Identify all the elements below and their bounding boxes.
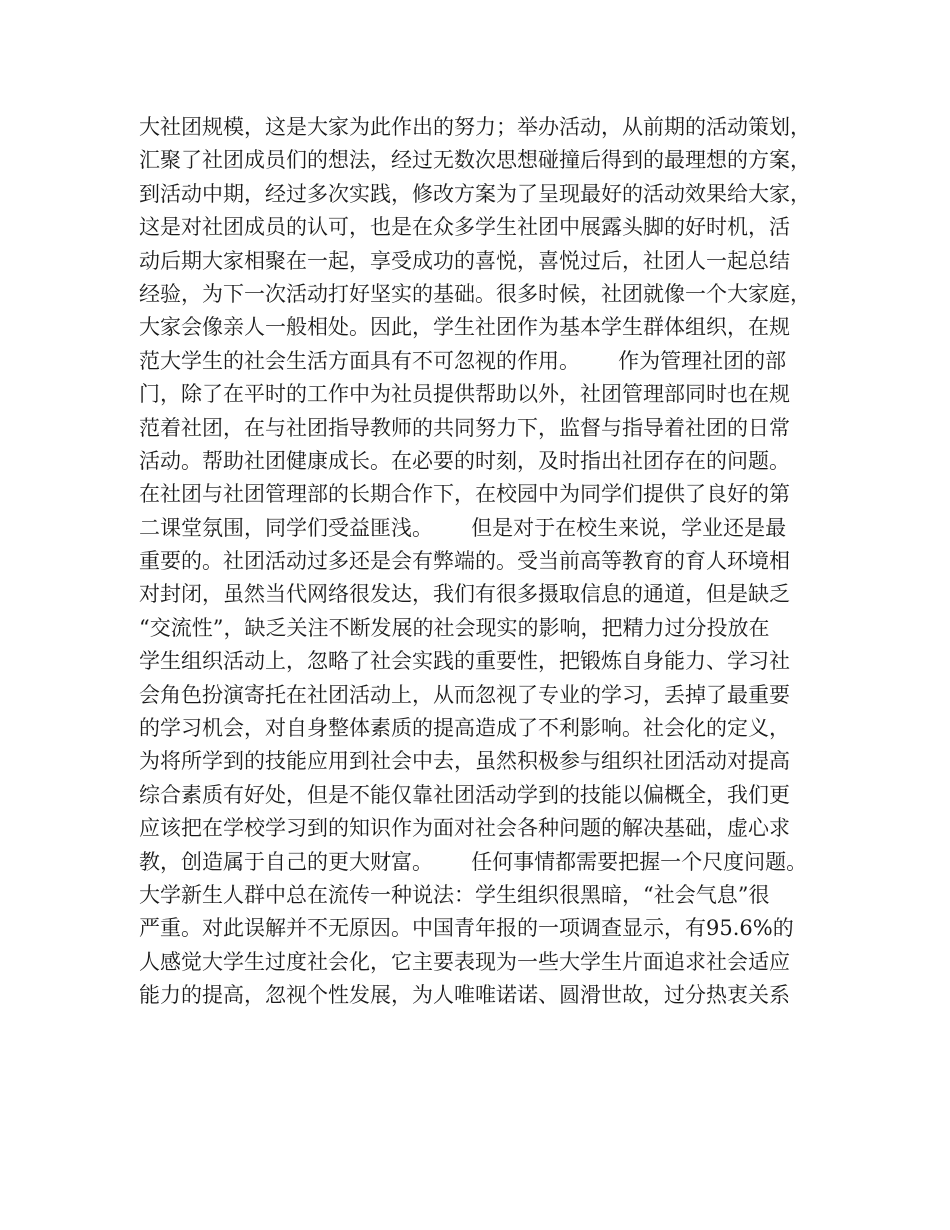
- text-line: 大学新生人群中总在流传一种说法：学生组织很黑暗，“社会气息”很: [139, 882, 770, 907]
- text-line: 综合素质有好处，但是不能仅靠社团活动学到的技能以偏概全，我们更: [139, 782, 790, 807]
- text-line: 教，创造属于自己的更大财富。 任何事情都需要把握一个尺度问题。: [139, 849, 808, 874]
- text-line: 这是对社团成员的认可，也是在众多学生社团中展露头脚的好时机，活: [139, 215, 790, 240]
- text-line: 的学习机会，对自身整体素质的提高造成了不利影响。社会化的定义，: [139, 716, 790, 741]
- text-line: 二课堂氛围，同学们受益匪浅。 但是对于在校生来说，学业还是最: [139, 515, 787, 540]
- text-line: 大家会像亲人一般相处。因此，学生社团作为基本学生群体组织，在规: [139, 315, 790, 340]
- text-line: 严重。对此误解并不无原因。中国青年报的一项调查显示，有95.6%的: [139, 916, 794, 941]
- text-line: 应该把在学校学习到的知识作为面对社会各种问题的解决基础，虚心求: [139, 816, 790, 841]
- text-line: 范着社团，在与社团指导教师的共同努力下，监督与指导着社团的日常: [139, 415, 790, 440]
- text-line: 重要的。社团活动过多还是会有弊端的。受当前高等教育的育人环境相: [139, 549, 790, 574]
- text-line: “交流性”，缺乏关注不断发展的社会现实的影响，把精力过分投放在: [139, 615, 770, 640]
- text-line: 汇聚了社团成员们的想法，经过无数次思想碰撞后得到的最理想的方案，: [139, 148, 811, 173]
- text-line: 会角色扮演寄托在社团活动上，从而忽视了专业的学习，丢掉了最重要: [139, 682, 790, 707]
- text-line: 范大学生的社会生活方面具有不可忽视的作用。 作为管理社团的部: [139, 348, 787, 373]
- text-line: 对封闭，虽然当代网络很发达，我们有很多摄取信息的通道，但是缺乏: [139, 582, 790, 607]
- text-line: 为将所学到的技能应用到社会中去，虽然积极参与组织社团活动对提高: [139, 749, 790, 774]
- text-line: 活动。帮助社团健康成长。在必要的时刻，及时指出社团存在的问题。: [139, 448, 790, 473]
- text-line: 到活动中期，经过多次实践，修改方案为了呈现最好的活动效果给大家，: [139, 181, 811, 206]
- body-text: [139, 111, 839, 1013]
- text-line: 学生组织活动上，忽略了社会实践的重要性，把锻炼自身能力、学习社: [139, 649, 790, 674]
- text-line: 大社团规模，这是大家为此作出的努力；举办活动，从前期的活动策划，: [139, 115, 811, 139]
- text-line: 在社团与社团管理部的长期合作下，在校园中为同学们提供了良好的第: [139, 482, 790, 507]
- text-line: 人感觉大学生过度社会化，它主要表现为一些大学生片面追求社会适应: [139, 949, 790, 974]
- text-line: 能力的提高，忽视个性发展，为人唯唯诺诺、圆滑世故，过分热衷关系: [139, 983, 790, 1008]
- text-line: 门，除了在平时的工作中为社员提供帮助以外，社团管理部同时也在规: [139, 382, 790, 407]
- text-line: 经验，为下一次活动打好坚实的基础。很多时候，社团就像一个大家庭，: [139, 281, 811, 306]
- text-line: 动后期大家相聚在一起，享受成功的喜悦，喜悦过后，社团人一起总结: [139, 248, 790, 273]
